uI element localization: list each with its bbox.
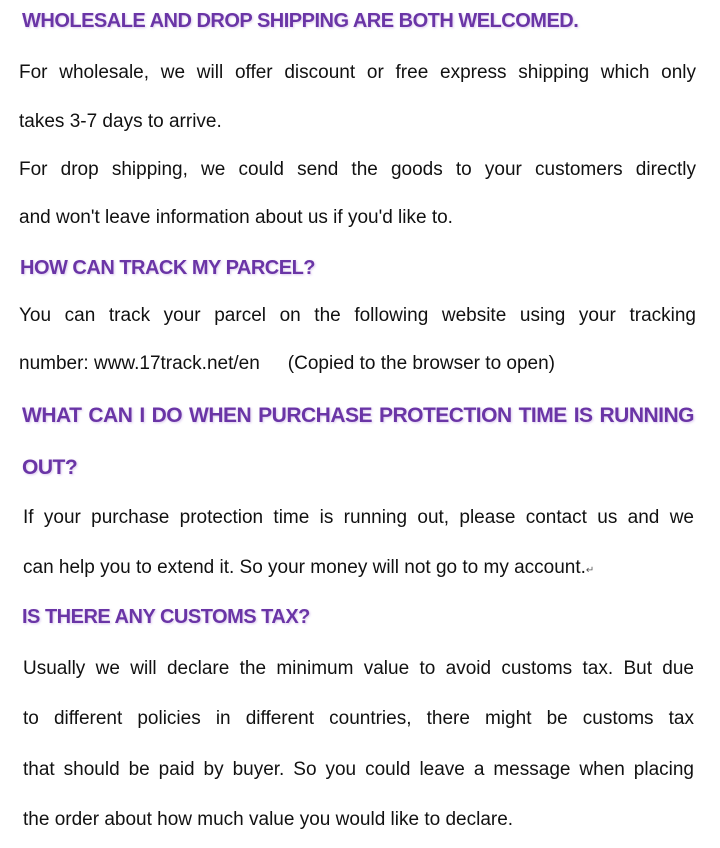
- dropshipping-line-1: For drop shipping, we could send the goods to your customers directly: [19, 159, 696, 180]
- customs-line-3: that should be paid by buyer. So you could leave a message when placing: [23, 759, 694, 780]
- protection-heading-line-1: WHAT CAN I DO WHEN PURCHASE PROTECTION TIME IS RUNNING: [22, 404, 694, 427]
- customs-heading: IS THERE ANY CUSTOMS TAX?: [22, 606, 310, 628]
- customs-line-4: the order about how much value you would like to declare.: [23, 809, 514, 830]
- dropshipping-line-2: and won't leave information about us if you'd like to.: [19, 207, 453, 228]
- tracking-line-1: You can track your parcel on the following website using your tracking: [19, 305, 696, 326]
- tracking-note: (Copied to the browser to open): [287, 353, 556, 374]
- paragraph-mark: ↵: [585, 565, 595, 576]
- tracking-heading: HOW CAN TRACK MY PARCEL?: [20, 257, 316, 279]
- customs-line-1: Usually we will declare the minimum value to avoid customs tax. But due: [23, 658, 694, 679]
- customs-line-2: to different policies in different countries, there might be customs tax: [23, 708, 694, 729]
- protection-line-1: If your purchase protection time is running out, please contact us and we: [23, 507, 694, 528]
- wholesale-line-2: takes 3-7 days to arrive.: [19, 111, 222, 132]
- protection-line-2-text: can help you to extend it. So your money will not go to my account.: [23, 557, 586, 578]
- tracking-number-line: [19, 354, 696, 373]
- protection-line-2: [23, 558, 696, 577]
- wholesale-heading: WHOLESALE AND DROP SHIPPING ARE BOTH WELCOMED.: [22, 10, 579, 32]
- tracking-url-text: number: www.17track.net/en: [19, 353, 260, 374]
- wholesale-line-1: For wholesale, we will offer discount or free express shipping which only: [19, 62, 696, 83]
- protection-heading-line-2: OUT?: [22, 456, 78, 479]
